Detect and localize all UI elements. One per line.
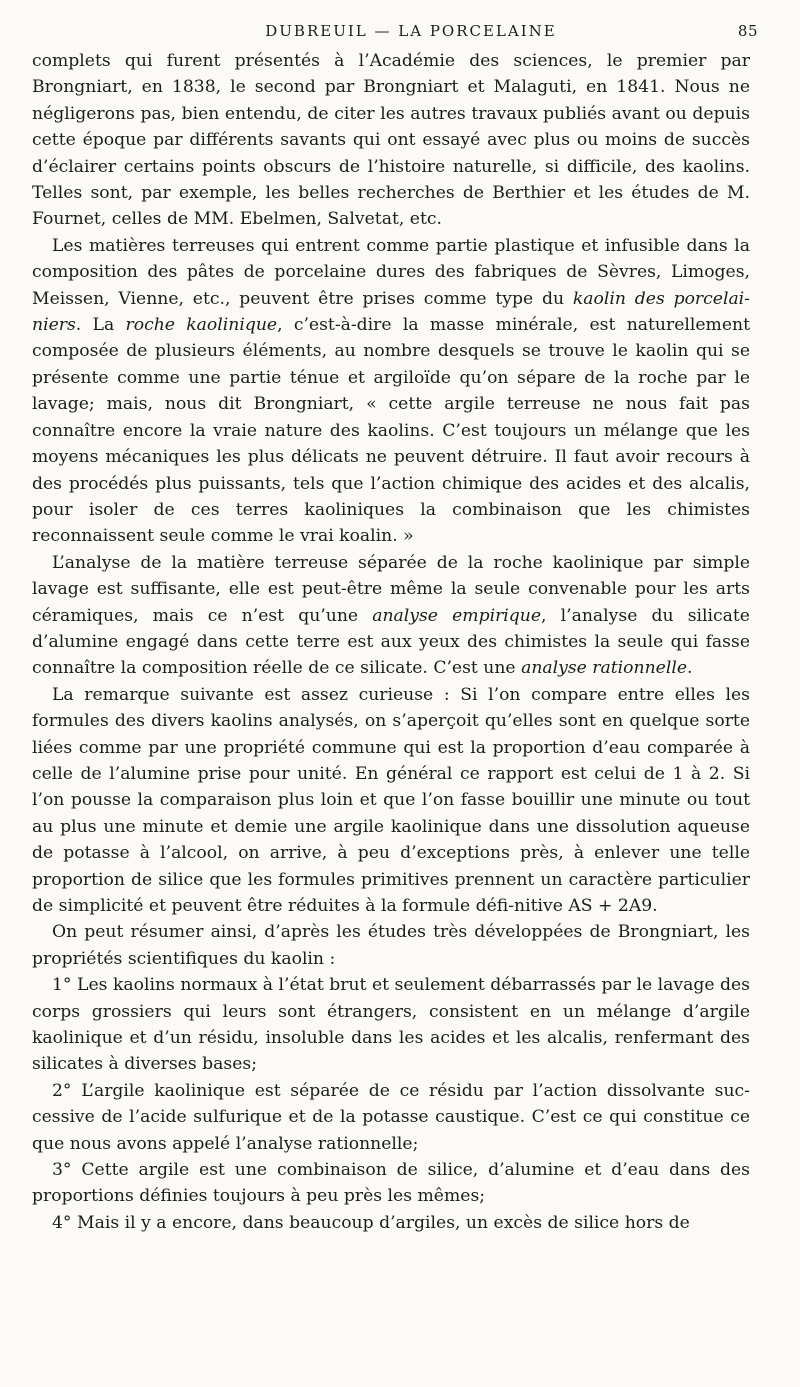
paragraph-3-text-a: L’analyse de la matière terreuse séparée de la roche kaolinique par simple lavage est suffisante, elle est peut-être même la seule convenable pour les arts céramiques, mais ce n’est qu’une [32,552,750,626]
page-number: 85 [737,22,758,40]
paragraph-3-text-b: , l’analyse du silicate d’alumine engagé dans cette terre est aux yeux des chimistes la seule qui fasse connaître la composition réelle de ce silicate. C’est une [32,605,750,679]
list-item-4: 4° Mais il y a encore, dans beaucoup d’argiles, un excès de silice hors de [52,1212,690,1233]
paragraph-2-text-c: , c’est-à-dire la masse minérale, est naturellement composée de plusieurs éléments, au nombre desquels se trouve le kaolin qui se présente comme une partie ténue et argiloïde qu’on sépare de la roche par le lavage; mais, nous dit Brongniart, « cette argile terreuse ne nous fait pas connaître encore la vraie nature des kaolins. C’est toujours un mélange que les moyens mécaniques les plus délicats ne peuvent détruire. Il faut avoir recours à des procédés plus puissants, tels que l’action chimique des acides et des alcalis, pour isoler de ces terres kaoliniques la combinaison que les chimistes reconnaissent seule comme le vrai koalin. » [32,315,750,547]
analyse-empirique-term: analyse empirique [372,605,542,626]
paragraph-2 [32,233,750,550]
paragraph-2-text-b: . La [75,315,126,336]
paragraph-3-text-c: . [687,658,693,679]
paragraph-2-text-a: Les matières terreuses qui entrent comme partie plastique et infusible dans la composition des pâtes de porcelaine dures des fabriques de Sèvres, Limoges, Meissen, Vienne, etc., peuvent être prises comme type du [32,235,750,309]
running-title: DUBREUIL — LA PORCELAINE [265,22,557,40]
paragraph-1: complets qui furent présentés à l’Académie des sciences, le premier par Brongniart, en 1838, le second par Brongniart et Malaguti, en 1841. Nous ne négligerons pas, bien entendu, de citer les autres travaux publiés avant ou depuis cette époque par différents savants qui ont essayé avec plus ou moins de succès d’éclairer certains points obscurs de l’histoire naturelle, si difficile, des kaolins. Telles sont, par exemple, les belles recherches de Berthier et les études de M. Fournet, celles de MM. Ebelmen, Salvetat, etc. [32,51,750,230]
body-text [32,48,750,1236]
kaolin-des-porcelainiers-term: kaolin des porcelai-niers [32,288,750,336]
running-header [32,18,758,48]
list-item-3: 3° Cette argile est une combinaison de silice, d’alumine et d’eau dans des proportions définies toujours à peu près les mêmes; [32,1160,750,1207]
roche-kaolinique-term: roche kaolinique [125,315,278,336]
list-item-1: 1° Les kaolins normaux à l’état brut et seulement débarrassés par le lavage des corps grossiers qui leurs sont étrangers, consistent en un mélange d’argile kaolinique et d’un résidu, insoluble dans les acides et les alcalis, renfermant des silicates à diverses bases; [32,975,750,1075]
paragraph-5: On peut résumer ainsi, d’après les études très développées de Brongniart, les propriétés scientifiques du kaolin : [32,922,750,969]
paragraph-4: La remarque suivante est assez curieuse : Si l’on compare entre elles les formules des divers kaolins analysés, on s’aperçoit qu’elles sont en quelque sorte liées comme par une propriété commune qui est la proportion d’eau comparée à celle de l’alumine prise pour unité. En général ce rapport est celui de 1 à 2. Si l’on pousse la comparaison plus loin et que l’on fasse bouillir une minute ou tout au plus une minute et demie une argile kaolinique dans une dissolution aqueuse de potasse à l’alcool, on arrive, à peu d’exceptions près, à enlever une telle proportion de silice que les formules primitives prennent un caractère particulier de simplicité et peuvent être réduites à la formule défi-nitive AS + 2A9. [32,684,750,916]
paragraph-3 [32,550,750,682]
list-item-2: 2° L’argile kaolinique est séparée de ce résidu par l’action dissolvante suc-cessive de l’acide sulfurique et de la potasse caustique. C’est ce qui constitue ce que nous avons appelé l’analyse rationnelle; [32,1080,750,1154]
analyse-rationnelle-term: analyse rationnelle [521,658,687,679]
